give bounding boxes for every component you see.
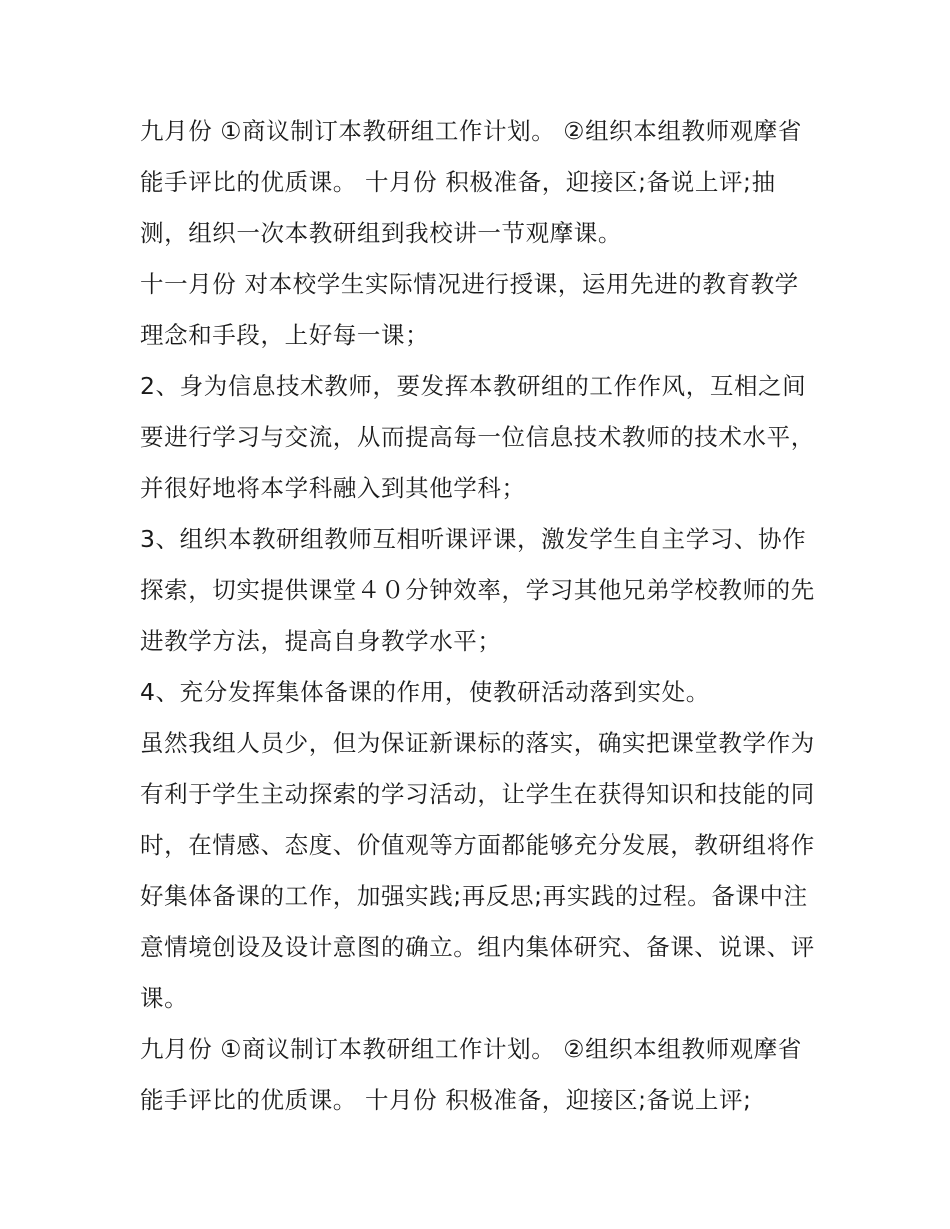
paragraph-item-2: 2、身为信息技术教师，要发挥本教研组的工作作风，互相之间要进行学习与交流，从而提高每一位信息技术教师的技术水平，并很好地将本学科融入到其他学科；	[140, 372, 815, 502]
paragraph-schedule-repeat: 九月份 ①商议制订本教研组工作计划。 ②组织本组教师观摩省能手评比的优质课。 十月份 积极准备，迎接区;备说上评;	[140, 1035, 802, 1114]
paragraph-schedule-sept-oct: 九月份 ①商议制订本教研组工作计划。 ②组织本组教师观摩省能手评比的优质课。 十月份 积极准备，迎接区;备说上评;抽测，组织一次本教研组到我校讲一节观摩课。	[140, 117, 802, 247]
paragraph-item-4: 4、充分发挥集体备课的作用，使教研活动落到实处。	[140, 678, 710, 706]
paragraph-item-3: 3、组织本教研组教师互相听课评课，激发学生自主学习、协作探索，切实提供课堂４０分钟效率，学习其他兄弟学校教师的先进教学方法，提高自身教学水平；	[140, 525, 815, 655]
paragraph-collective-prep: 虽然我组人员少，但为保证新课标的落实，确实把课堂教学作为有利于学生主动探索的学习活动，让学生在获得知识和技能的同时，在情感、态度、价值观等方面都能够充分发展，教研组将作好集体备课的工作，加强实践;再反思;再实践的过程。备课中注意情境创设及设计意图的确立。组内集体研究、备课、说课、评课。	[140, 729, 815, 1012]
document-body	[140, 106, 820, 1126]
paragraph-schedule-nov: 十一月份 对本校学生实际情况进行授课，运用先进的教育教学理念和手段，上好每一课；	[140, 270, 799, 349]
